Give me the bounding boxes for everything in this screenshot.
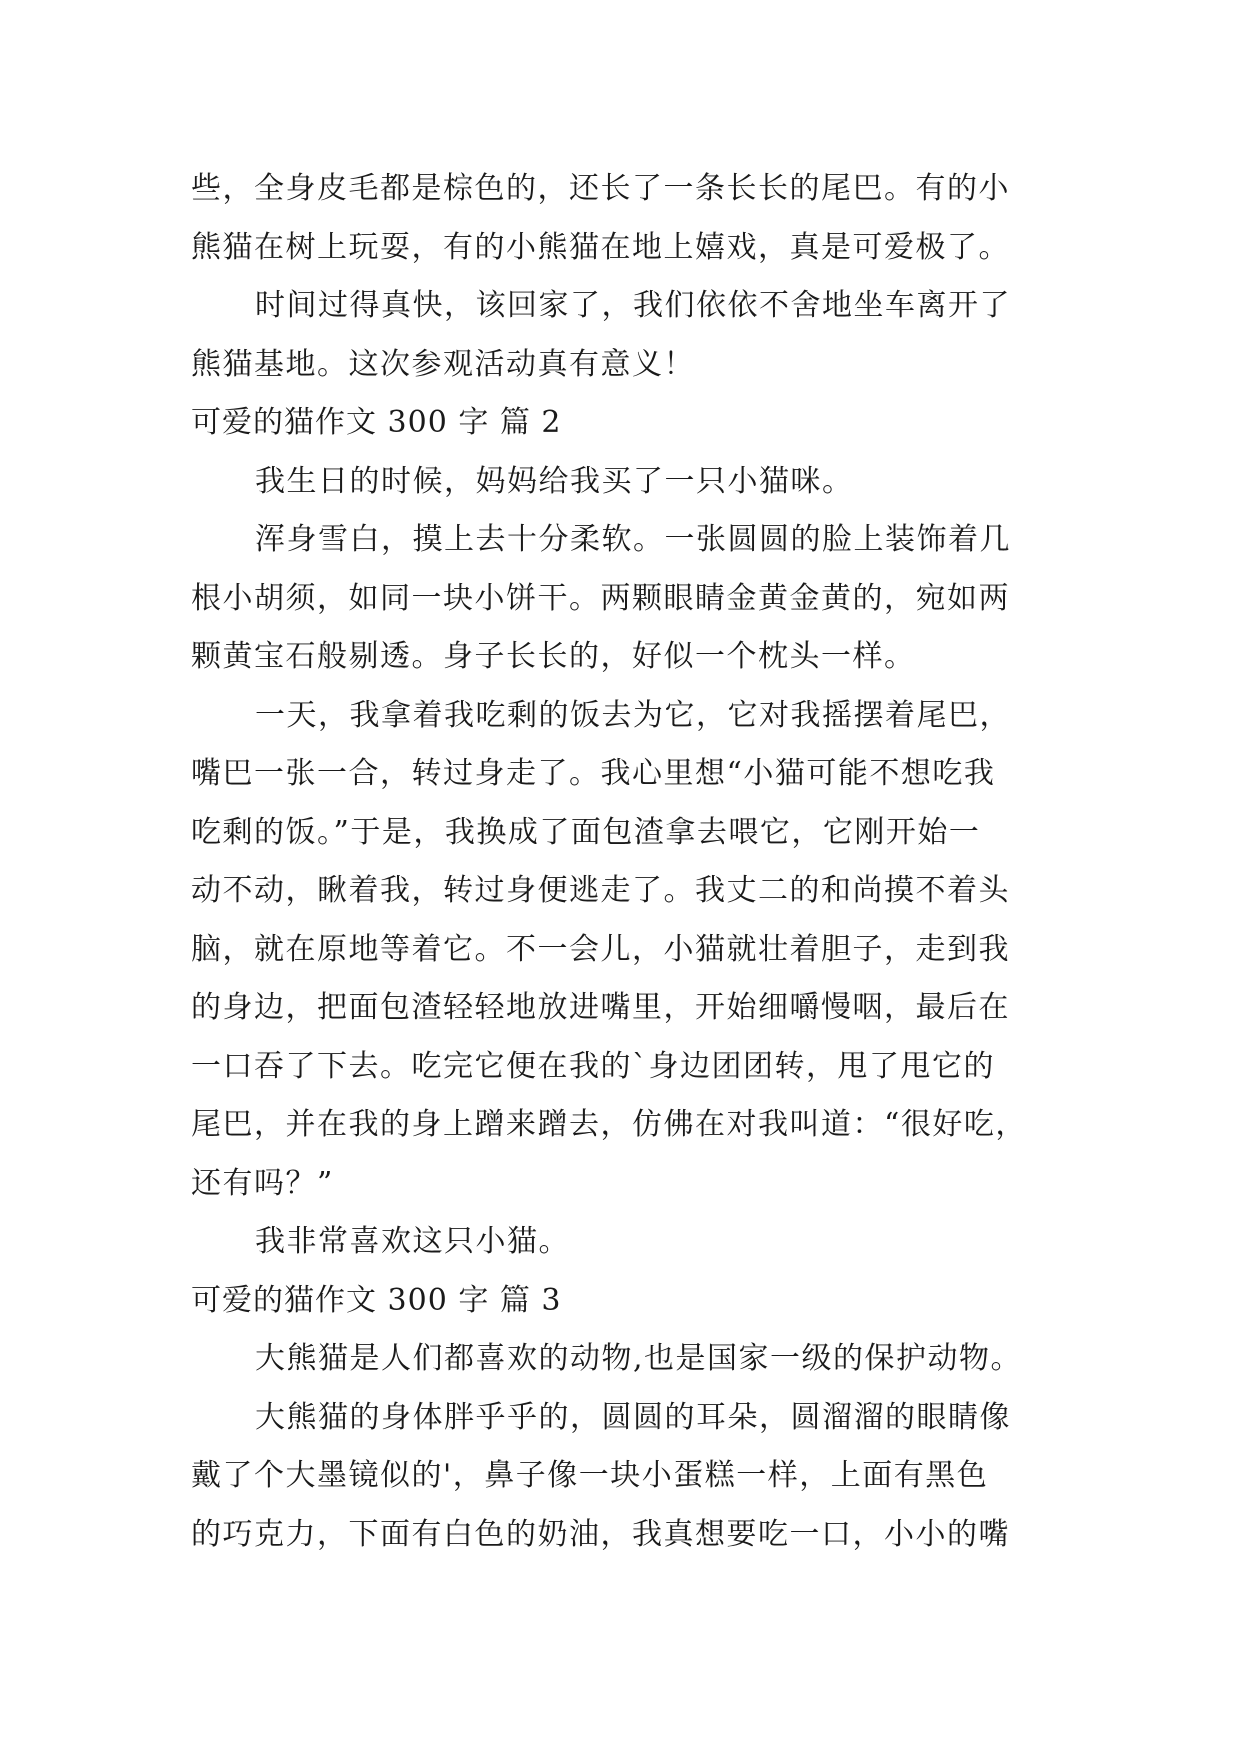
paragraph-line: 大熊猫是人们都喜欢的动物,也是国家一级的保护动物。 (255, 1341, 1023, 1376)
paragraph-line: 嘴巴一张一合，转过身走了。我心里想“小猫可能不想吃我 (191, 756, 996, 791)
section-heading: 可爱的猫作文 300 字 篇 3 (191, 1282, 562, 1318)
paragraph-line: 戴了个大墨镜似的'，鼻子像一块小蛋糕一样，上面有黑色 (191, 1458, 989, 1493)
paragraph-line: 根小胡须，如同一块小饼干。两颗眼睛金黄金黄的，宛如两 (191, 580, 1010, 616)
paragraph-line: 浑身雪白，摸上去十分柔软。一张圆圆的脸上装饰着几 (255, 522, 1011, 557)
paragraph-line: 我生日的时候，妈妈给我买了一只小猫咪。 (255, 463, 854, 499)
paragraph-line: 吃剩的饭。”于是，我换成了面包渣拿去喂它，它刚开始一 (191, 814, 981, 850)
paragraph-line: 动不动，瞅着我，转过身便逃走了。我丈二的和尚摸不着头 (191, 873, 1010, 908)
paragraph-line: 些，全身皮毛都是棕色的，还长了一条长长的尾巴。有的小 (191, 171, 1010, 206)
paragraph-line: 一天，我拿着我吃剩的饭去为它，它对我摇摆着尾巴， (255, 697, 1011, 733)
paragraph-line: 一口吞了下去。吃完它便在我的`身边团团转，甩了甩它的 (191, 1048, 995, 1084)
paragraph-line: 我非常喜欢这只小猫。 (255, 1224, 570, 1259)
paragraph-line: 的身边，把面包渣轻轻地放进嘴里，开始细嚼慢咽，最后在 (191, 990, 1010, 1025)
paragraph-line: 大熊猫的身体胖乎乎的，圆圆的耳朵，圆溜溜的眼睛像 (255, 1399, 1011, 1435)
paragraph-line: 熊猫在树上玩耍，有的小熊猫在地上嬉戏，真是可爱极了。 (191, 229, 1010, 265)
paragraph-line: 熊猫基地。这次参观活动真有意义！ (191, 346, 695, 382)
paragraph-line: 还有吗？” (191, 1165, 334, 1201)
paragraph-line: 脑，就在原地等着它。不一会儿，小猫就壮着胆子，走到我 (191, 931, 1010, 967)
paragraph-line: 尾巴，并在我的身上蹭来蹭去，仿佛在对我叫道：“很好吃， (191, 1107, 1027, 1142)
paragraph-line: 时间过得真快，该回家了，我们依依不舍地坐车离开了 (255, 288, 1011, 323)
paragraph-line: 颗黄宝石般剔透。身子长长的，好似一个枕头一样。 (191, 639, 916, 674)
section-heading: 可爱的猫作文 300 字 篇 2 (191, 405, 562, 440)
document-page (191, 160, 1071, 1564)
paragraph-line: 的巧克力，下面有白色的奶油，我真想要吃一口，小小的嘴 (191, 1516, 1010, 1552)
